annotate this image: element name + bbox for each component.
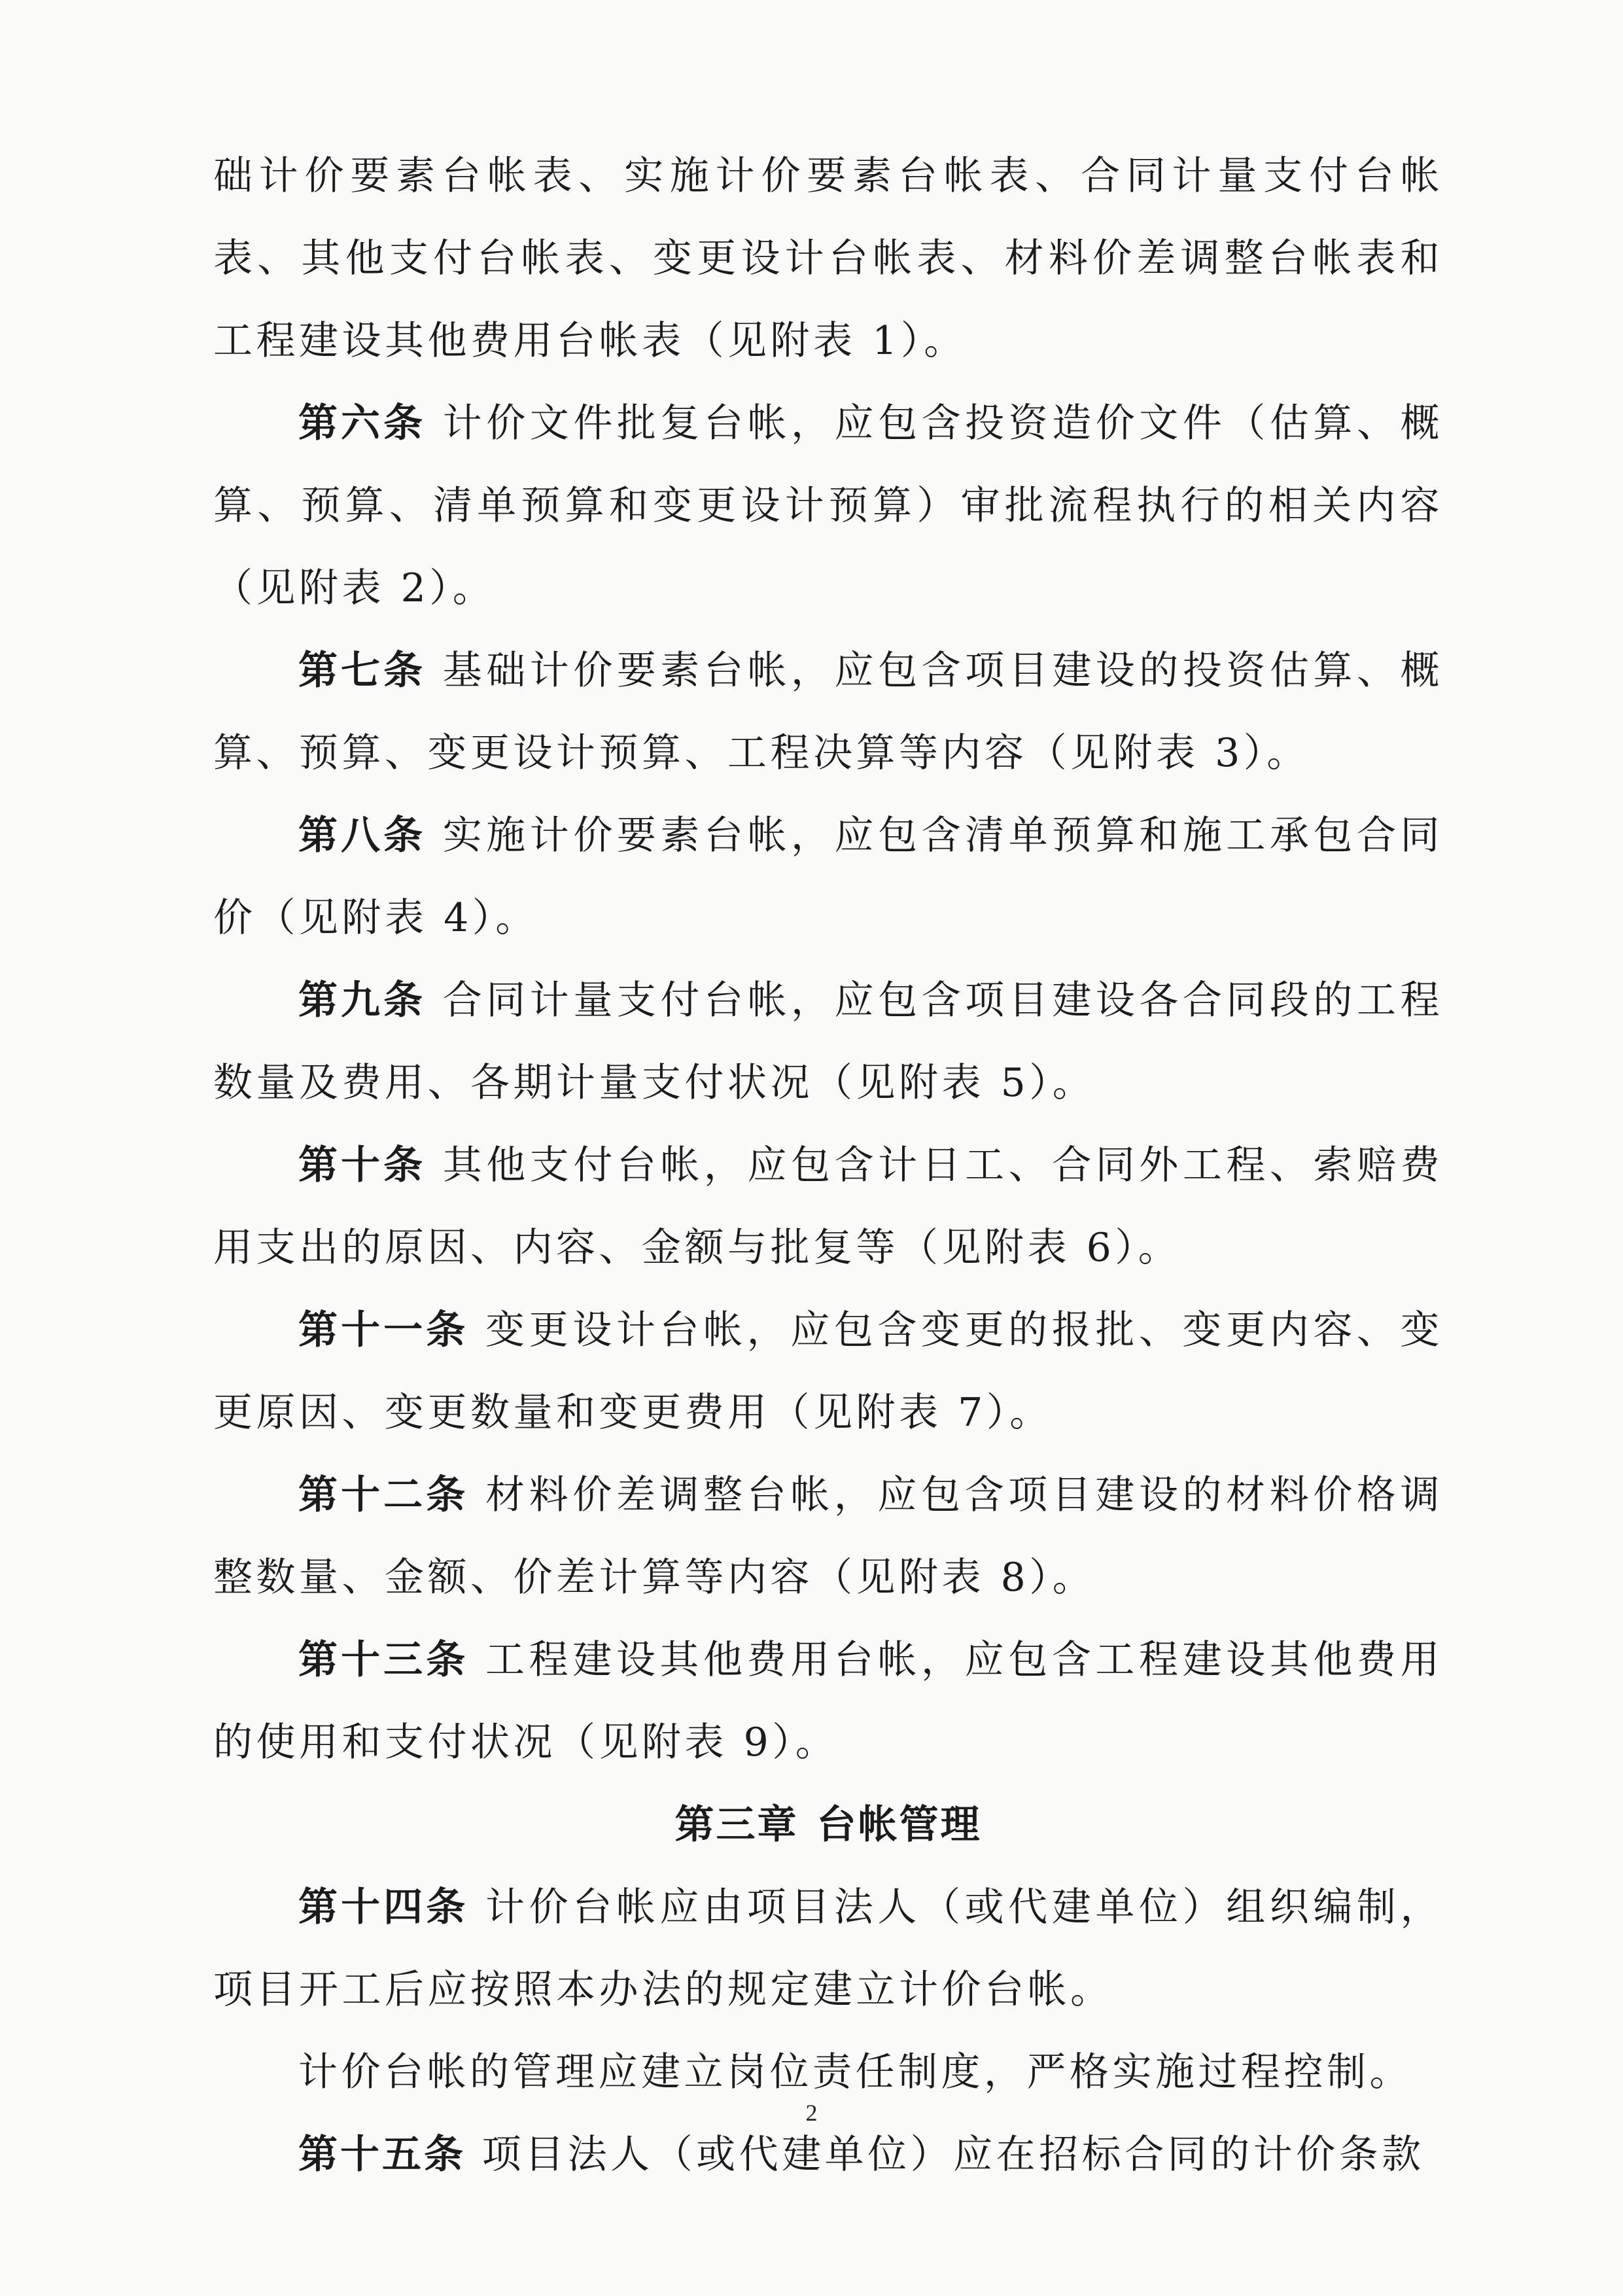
body-text <box>213 135 1443 2196</box>
article-10 <box>213 1124 1443 1289</box>
article-heading: 第十一条 <box>298 1307 469 1353</box>
article-14 <box>213 1866 1443 2031</box>
article-9 <box>213 959 1443 1124</box>
article-body: 材料价差调整台帐，应包含项目建设的材料价格调整数量、金额、价差计算等内容（见附表 8）。 <box>213 1472 1444 1600</box>
article-body: 计价文件批复台帐，应包含投资造价文件（估算、概算、预算、清单预算和变更设计预算）审批流程执行的相关内容（见附表 2）。 <box>213 400 1443 611</box>
article-body: 实施计价要素台帐，应包含清单预算和施工承包合同价（见附表 4）。 <box>213 813 1443 941</box>
article-12 <box>213 1454 1443 1619</box>
article-13 <box>213 1619 1443 1784</box>
article-body: 计价台帐应由项目法人（或代建单位）组织编制，项目开工后应按照本办法的规定建立计价台帐。 <box>213 1884 1444 2013</box>
article-11 <box>213 1289 1443 1454</box>
article-heading: 第十四条 <box>298 1884 469 1930</box>
article-heading: 第七条 <box>298 648 427 694</box>
article-body: 项目法人（或代建单位）应在招标合同的计价条款 <box>481 2132 1425 2178</box>
article-heading: 第九条 <box>298 978 427 1023</box>
article-7 <box>213 629 1443 794</box>
article-6 <box>213 382 1443 629</box>
plain-paragraph: 计价台帐的管理应建立岗位责任制度，严格实施过程控制。 <box>298 2049 1412 2095</box>
article-body: 工程建设其他费用台帐，应包含工程建设其他费用的使用和支付状况（见附表 9）。 <box>213 1637 1444 1765</box>
page-number: 2 <box>805 2100 818 2126</box>
chapter-heading <box>213 1784 1443 1866</box>
article-body: 合同计量支付台帐，应包含项目建设各合同段的工程数量及费用、各期计量支付状况（见附表 5）。 <box>213 978 1443 1106</box>
chapter-number: 第三章 <box>674 1802 799 1848</box>
article-body: 变更设计台帐，应包含变更的报批、变更内容、变更原因、变更数量和变更费用（见附表 7）。 <box>213 1307 1444 1436</box>
article-heading: 第八条 <box>298 813 427 858</box>
article-heading: 第六条 <box>298 400 427 446</box>
chapter-title: 台帐管理 <box>816 1802 982 1848</box>
article-heading: 第十条 <box>298 1142 427 1188</box>
continuation-paragraph: 础计价要素台帐表、实施计价要素台帐表、合同计量支付台帐表、其他支付台帐表、变更设计台帐表、材料价差调整台帐表和工程建设其他费用台帐表（见附表 1）。 <box>213 153 1443 364</box>
article-body: 其他支付台帐，应包含计日工、合同外工程、索赔费用支出的原因、内容、金额与批复等（见附表 6）。 <box>213 1142 1443 1271</box>
article-heading: 第十三条 <box>298 1637 469 1683</box>
article-8 <box>213 794 1443 959</box>
article-body: 基础计价要素台帐，应包含项目建设的投资估算、概算、预算、变更设计预算、工程决算等内容（见附表 3）。 <box>213 648 1443 776</box>
article-heading: 第十五条 <box>298 2132 466 2178</box>
article-heading: 第十二条 <box>298 1472 469 1518</box>
